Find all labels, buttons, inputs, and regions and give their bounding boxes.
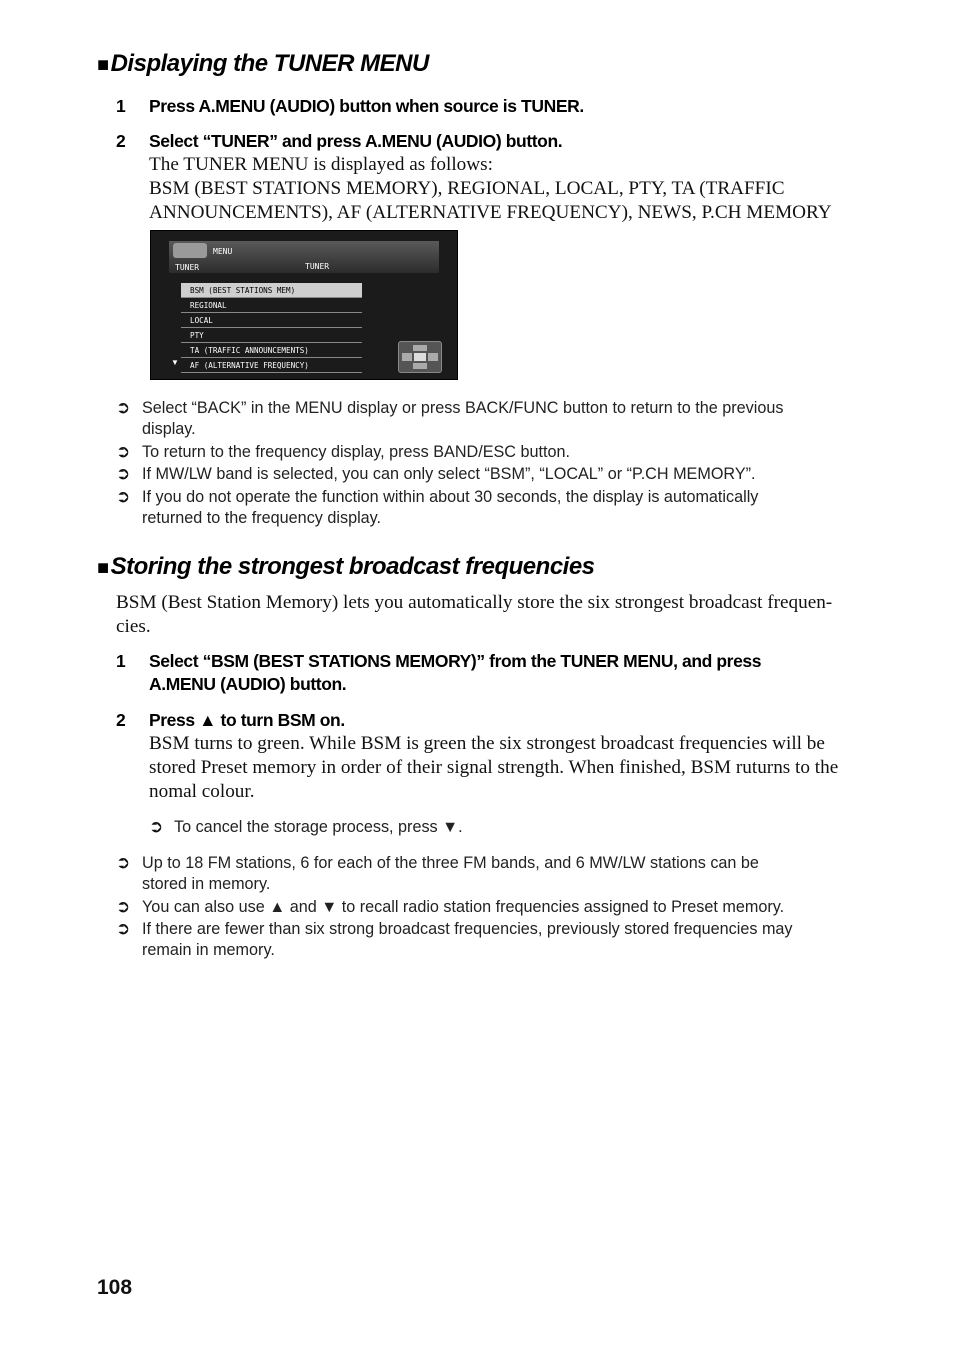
body-line: ANNOUNCEMENTS), AF (ALTERNATIVE FREQUENCY), NEWS, P.CH MEMORY (149, 202, 832, 223)
note-item (116, 398, 906, 442)
scroll-down-icon: ▼ (171, 358, 179, 367)
step-text: Select “TUNER” and press A.MENU (AUDIO) button. (149, 131, 563, 151)
section-title-bsm (97, 553, 595, 581)
section-title-text: Storing the strongest broadcast frequencies (110, 553, 595, 580)
note-line: To return to the frequency display, press BAND/ESC button. (142, 443, 570, 461)
note-arrow-icon: ➲ (116, 442, 131, 462)
screen-menu-label: MENU (213, 247, 233, 256)
note-item (116, 442, 906, 464)
note-line: Up to 18 FM stations, 6 for each of the three FM bands, and 6 MW/LW stations can be (142, 854, 759, 872)
note-line: display. (142, 420, 196, 438)
section-title-tuner-menu (97, 50, 429, 78)
body-line: The TUNER MENU is displayed as follows: (149, 154, 493, 175)
screen-menu-item: TA (TRAFFIC ANNOUNCEMENTS) (181, 343, 362, 358)
step-2-bsm (116, 710, 916, 732)
screen-header: TUNER (305, 262, 330, 271)
note-line: To cancel the storage process, press ▼. (174, 818, 463, 836)
step-text: Select “BSM (BEST STATIONS MEMORY)” from the TUNER MENU, and press (149, 651, 762, 671)
body-line: nomal colour. (149, 781, 255, 802)
screen-menu-item: AF (ALTERNATIVE FREQUENCY) (181, 358, 362, 373)
note-item (116, 897, 906, 919)
step-2-bsm-body (149, 732, 909, 804)
note-item (116, 919, 906, 963)
note-line: You can also use ▲ and ▼ to recall radio station frequencies assigned to Preset memory. (142, 898, 785, 916)
note-arrow-icon: ➲ (116, 919, 131, 939)
step-1 (116, 96, 916, 118)
note-arrow-icon: ➲ (116, 487, 131, 507)
note-line: Select “BACK” in the MENU display or press BACK/FUNC button to return to the previous (142, 399, 784, 417)
step-text: Press ▲ to turn BSM on. (149, 710, 345, 730)
note-arrow-icon: ➲ (116, 464, 131, 484)
joystick-icon (398, 341, 442, 373)
note-line: returned to the frequency display. (142, 509, 382, 527)
notes-section-2 (116, 853, 906, 963)
note-arrow-icon: ➲ (149, 817, 164, 837)
screen-source-label: TUNER (175, 263, 200, 272)
page-number: 108 (97, 1276, 133, 1299)
note-line: remain in memory. (142, 941, 275, 959)
note-item (116, 487, 906, 531)
screen-menu-list (181, 283, 362, 373)
tuner-menu-screenshot (150, 230, 458, 380)
note-line: If there are fewer than six strong broadcast frequencies, previously stored frequencies may (142, 920, 793, 938)
notes-section-1 (116, 398, 906, 531)
step-2 (116, 131, 916, 153)
subnote-cancel (149, 817, 849, 839)
step-text: A.MENU (AUDIO) button. (149, 674, 347, 694)
menu-icon (173, 243, 207, 258)
section-square: ■ (97, 557, 109, 579)
screen-menu-item: PTY (181, 328, 362, 343)
note-arrow-icon: ➲ (116, 853, 131, 873)
body-line: BSM turns to green. While BSM is green the six strongest broadcast frequencies will be (149, 733, 825, 754)
screen-menu-item: BSM (BEST STATIONS MEM) (181, 283, 362, 298)
intro-line: BSM (Best Station Memory) lets you automatically store the six strongest broadcast frequen- (116, 592, 833, 613)
screen-title-bar (169, 241, 439, 273)
section-square: ■ (97, 54, 109, 76)
screen-menu-item: REGIONAL (181, 298, 362, 313)
note-item (116, 464, 906, 487)
step-number: 2 (116, 131, 126, 151)
step-1-bsm (116, 651, 916, 697)
step-number: 1 (116, 651, 126, 671)
intro-line: cies. (116, 616, 151, 637)
screen-menu-item: LOCAL (181, 313, 362, 328)
note-arrow-icon: ➲ (116, 398, 131, 418)
step-number: 2 (116, 710, 126, 730)
note-arrow-icon: ➲ (116, 897, 131, 917)
note-line: stored in memory. (142, 875, 271, 893)
step-2-body (149, 153, 909, 225)
body-line: BSM (BEST STATIONS MEMORY), REGIONAL, LOCAL, PTY, TA (TRAFFIC (149, 178, 785, 199)
section-title-text: Displaying the TUNER MENU (110, 50, 429, 77)
note-item (116, 853, 906, 897)
body-line: stored Preset memory in order of their signal strength. When finished, BSM ruturns to the (149, 757, 839, 778)
section-2-intro (116, 591, 916, 639)
note-line: If MW/LW band is selected, you can only select “BSM”, “LOCAL” or “P.CH MEMORY”. (142, 465, 756, 483)
note-line: If you do not operate the function within about 30 seconds, the display is automatically (142, 488, 759, 506)
step-text: Press A.MENU (AUDIO) button when source is TUNER. (149, 96, 584, 116)
step-number: 1 (116, 96, 126, 116)
